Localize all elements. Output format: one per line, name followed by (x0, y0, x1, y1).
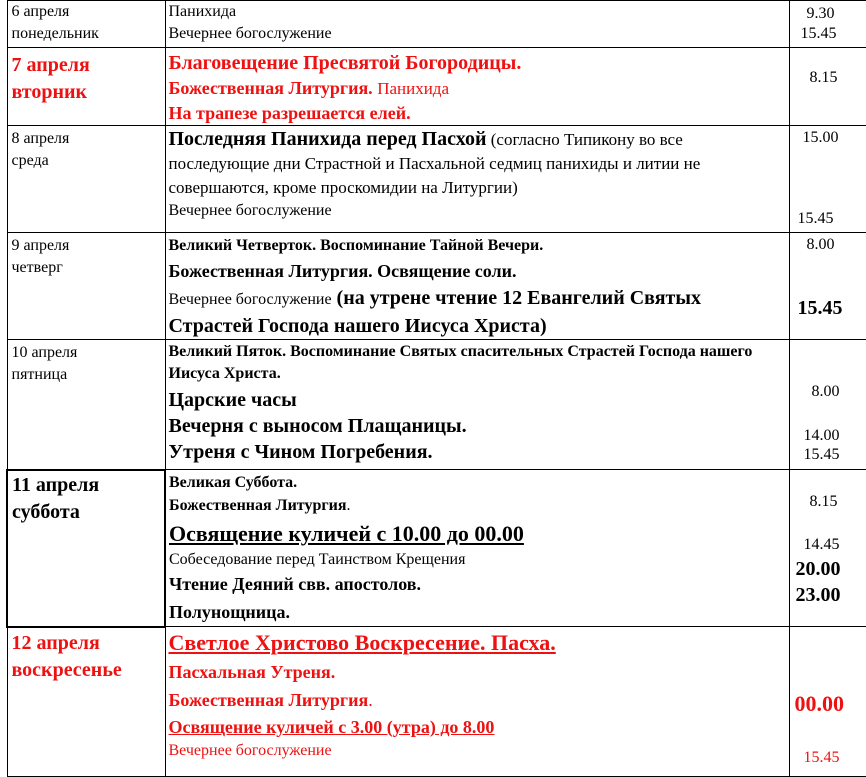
date-cell (7, 233, 165, 340)
table-row (7, 233, 866, 340)
time-cell (789, 340, 866, 470)
service-line: Освящение куличей с 3.00 (утра) до 8.00 (168, 717, 495, 737)
time-label: 8.15 (809, 69, 838, 86)
service-line: Божественная Литургия. Освящение соли. (168, 261, 517, 281)
service-punct: . (368, 690, 373, 710)
service-line: Великий Пяток. Воспоминание Святых спасительных Страстей Господа нашего Иисуса Христа. (168, 343, 753, 382)
time-label: 9.30 (806, 5, 835, 22)
time-label: 14.45 (803, 536, 840, 553)
time-cell (789, 48, 866, 126)
date-cell (7, 470, 165, 627)
service-line: Великий Четверток. Воспоминание Тайной Вечери. (168, 237, 544, 254)
service-line: Вечернее богослужение (168, 25, 332, 42)
time-label: 8.00 (806, 236, 835, 253)
service-line-group (169, 76, 785, 101)
service-cell (165, 233, 789, 340)
service-line: Пасхальная Утреня. (168, 662, 336, 682)
time-label: 00.00 (794, 691, 844, 716)
table-row (7, 627, 866, 777)
weekday-label: среда (11, 152, 49, 169)
date-cell (7, 126, 165, 233)
schedule-table (6, 0, 866, 777)
service-line: Царские часы (168, 389, 297, 411)
service-line: Последняя Панихида перед Пасхой (168, 128, 487, 150)
time-label: 15.45 (803, 749, 840, 766)
service-line-highlight: Освящение куличей с 10.00 до 00.00 (169, 521, 524, 546)
service-cell (165, 627, 789, 777)
service-line: Божественная Литургия. (168, 78, 373, 98)
service-line: Панихида (377, 79, 449, 98)
time-label: 15.45 (797, 210, 834, 227)
date-cell (7, 1, 165, 48)
table-row (7, 48, 866, 126)
date-label: 11 апреля (12, 473, 100, 496)
service-line: Полунощница. (169, 602, 291, 622)
service-note: (согласно Типикону во все последующие дни Страстной и Пасхальной седмиц панихиды и литии не совершаются, кроме проскомидии на Литургии) (168, 130, 701, 197)
time-label: 15.45 (800, 25, 837, 42)
date-label: 8 апреля (11, 130, 70, 147)
service-line: Божественная Литургия (168, 690, 369, 710)
service-line: Вечерня с выносом Плащаницы. (168, 415, 467, 437)
service-line-group (169, 494, 785, 518)
service-note: (на утрене чтение 12 Евангелий Святых Страстей Господа нашего Иисуса Христа) (168, 287, 701, 337)
weekday-label: четверг (11, 259, 63, 276)
service-line: Панихида (168, 3, 237, 20)
service-cell (165, 470, 789, 627)
time-cell (789, 233, 866, 340)
service-cell (165, 340, 789, 470)
date-label: 9 апреля (11, 237, 70, 254)
service-punct: . (346, 497, 351, 514)
service-line: Чтение Деяний свв. апостолов. (169, 574, 422, 594)
service-line-highlight: Светлое Христово Воскресение. Пасха. (168, 630, 556, 655)
service-line: Вечернее богослужение (168, 291, 332, 308)
weekday-label: понедельник (11, 25, 99, 42)
service-line: Великая Суббота. (169, 474, 298, 491)
weekday-label: пятница (11, 366, 68, 383)
time-cell (789, 126, 866, 233)
date-label: 6 апреля (11, 3, 70, 20)
service-cell (165, 48, 789, 126)
table-row (7, 126, 866, 233)
service-line: Собеседование перед Таинством Крещения (169, 551, 466, 568)
service-line: Вечернее богослужение (168, 742, 332, 759)
service-line-group (169, 686, 785, 714)
weekday-label: вторник (11, 81, 88, 103)
table-row (7, 470, 866, 627)
service-line-group (169, 126, 785, 200)
service-line: Вечернее богослужение (168, 202, 332, 219)
service-line-group (169, 285, 785, 339)
time-label: 14.00 (803, 427, 840, 444)
time-label: 15.45 (803, 446, 840, 463)
time-label: 20.00 (795, 558, 841, 580)
weekday-label: суббота (12, 500, 80, 523)
date-label: 12 апреля (11, 631, 100, 654)
time-cell (789, 470, 866, 627)
service-cell (165, 1, 789, 48)
date-cell (7, 627, 165, 777)
service-cell (165, 126, 789, 233)
time-label: 8.00 (811, 383, 840, 400)
date-cell (7, 48, 165, 126)
time-cell (789, 627, 866, 777)
service-line: Божественная Литургия (169, 497, 347, 514)
service-line: Утреня с Чином Погребения. (168, 441, 433, 463)
date-label: 10 апреля (11, 344, 78, 361)
service-line: На трапезе разрешается елей. (168, 103, 411, 123)
time-cell (789, 1, 866, 48)
date-label: 7 апреля (11, 54, 90, 76)
date-cell (7, 340, 165, 470)
service-line: Благовещение Пресвятой Богородицы. (168, 52, 522, 74)
time-label: 15.45 (797, 297, 843, 319)
weekday-label: воскресенье (11, 658, 122, 681)
time-label: 8.15 (809, 493, 838, 510)
table-row (7, 1, 866, 48)
table-row (7, 340, 866, 470)
time-label: 23.00 (795, 584, 841, 606)
time-label: 15.00 (802, 129, 839, 146)
